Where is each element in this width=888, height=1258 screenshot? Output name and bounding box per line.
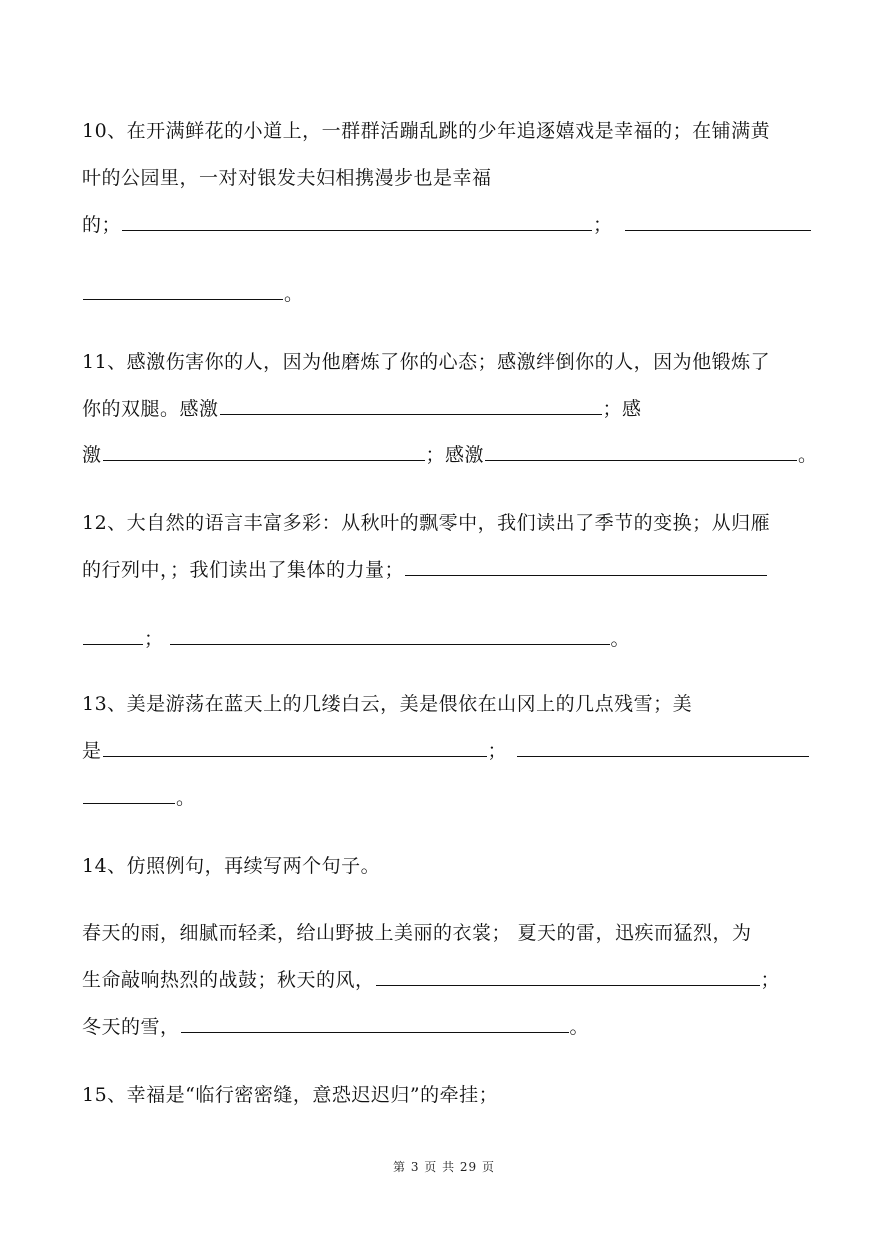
q10-line-2: 叶的公园里，一对对银发夫妇相携漫步也是幸福	[82, 167, 492, 189]
q13-line-1: 13、美是游荡在蓝天上的几缕白云，美是偎依在山冈上的几点残雪；美	[82, 693, 693, 715]
q14-title: 14、仿照例句，再续写两个句子。	[82, 855, 381, 877]
q14-text: ；	[760, 969, 781, 991]
q11-text: ；感激	[425, 444, 485, 466]
q11-end-punct: 。	[798, 444, 818, 466]
q14-line-3	[82, 1007, 806, 1047]
q11-answer-blank-3[interactable]	[485, 441, 797, 461]
q14-answer-blank-2[interactable]	[181, 1013, 569, 1033]
q10-answer-blank-1[interactable]	[122, 211, 592, 231]
q11-text: ；感	[602, 398, 642, 420]
q14-text: 生命敲响热烈的战鼓；秋天的风，	[82, 969, 375, 991]
q11-line-1: 11、感激伤害你的人，因为他磨炼了你的心态；感激绊倒你的人，因为他锻炼了	[82, 351, 771, 373]
q14-text: 冬天的雪，	[82, 1016, 180, 1038]
q14-end-punct: 。	[569, 1016, 590, 1038]
q14-line-2	[82, 960, 806, 1000]
q13-line-2	[82, 731, 806, 771]
q10-line-3	[82, 205, 806, 245]
q12-line-3	[82, 619, 806, 659]
q12-text: 的行列中，；我们读出了集体的力量；	[82, 559, 405, 581]
q15-line-1: 15、幸福是“临行密密缝，意恐迟迟归”的牵挂；	[82, 1084, 499, 1106]
q10-line-4	[82, 274, 806, 314]
q12-answer-blank-2[interactable]	[83, 625, 143, 645]
q12-separator: ；	[144, 628, 164, 650]
q12-end-punct: 。	[610, 628, 631, 650]
q14-answer-blank-1[interactable]	[376, 966, 760, 986]
q10-line-1: 10、在开满鲜花的小道上，一群群活蹦乱跳的少年追逐嬉戏是幸福的；在铺满黄	[82, 120, 771, 142]
page-number-footer: 第 3 页 共 29 页	[393, 1160, 495, 1174]
q12-line-2	[82, 550, 806, 590]
q14-line-1: 春天的雨，细腻而轻柔，给山野披上美丽的衣裳； 夏天的雷，迅疾而猛烈，为	[82, 922, 752, 944]
q11-text: 激	[82, 444, 102, 466]
q10-separator: ；	[593, 214, 613, 236]
q13-answer-blank-2[interactable]	[517, 737, 809, 757]
q13-separator: ；	[487, 740, 508, 762]
q10-end-punct: 。	[284, 283, 304, 305]
q10-answer-blank-2[interactable]	[625, 211, 811, 231]
q10-text: 的；	[82, 214, 122, 236]
q12-line-1: 12、大自然的语言丰富多彩：从秋叶的飘零中，我们读出了季节的变换；从归雁	[82, 512, 771, 534]
q11-answer-blank-2[interactable]	[103, 441, 425, 461]
q11-line-2	[82, 389, 806, 429]
q12-answer-blank-3[interactable]	[170, 625, 610, 645]
q11-answer-blank-1[interactable]	[220, 395, 602, 415]
q13-answer-blank-3[interactable]	[83, 784, 175, 804]
q12-answer-blank-1[interactable]	[405, 556, 767, 576]
q13-line-3	[82, 778, 806, 818]
q13-end-punct: 。	[176, 787, 196, 809]
q13-answer-blank-1[interactable]	[103, 737, 487, 757]
q11-line-3	[82, 435, 818, 475]
q11-text: 你的双腿。感激	[82, 398, 219, 420]
q10-answer-blank-3[interactable]	[83, 280, 283, 300]
q13-text: 是	[82, 740, 102, 762]
